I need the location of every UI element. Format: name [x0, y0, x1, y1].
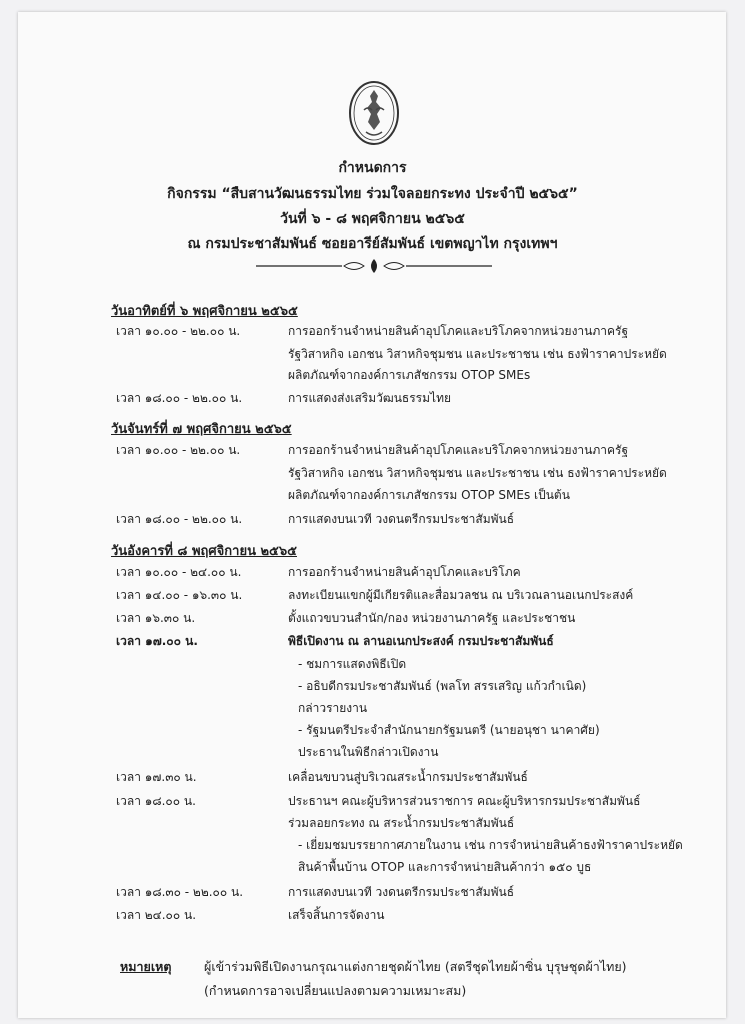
schedule-time: เวลา ๑๗.๓๐ น.: [116, 770, 197, 784]
note-text: ผู้เข้าร่วมพิธีเปิดงานกรุณาแต่งกายชุดผ้าไทย (สตรีชุดไทยผ้าซิ่น บุรุษชุดผ้าไทย): [204, 959, 627, 974]
schedule-activity: พิธีเปิดงาน ณ ลานอเนกประสงค์ กรมประชาสัมพันธ์: [288, 634, 554, 648]
schedule-time: เวลา ๑๖.๓๐ น.: [116, 611, 196, 625]
schedule-activity: เคลื่อนขบวนสู่บริเวณสระน้ำกรมประชาสัมพันธ์: [288, 770, 528, 784]
schedule-subitem: - ชมการแสดงพิธีเปิด: [298, 657, 407, 671]
schedule-activity: ผลิตภัณฑ์จากองค์การเภสัชกรรม OTOP SMEs: [288, 368, 531, 382]
schedule-subitem: สินค้าพื้นบ้าน OTOP และการจำหน่ายสินค้ากว่า ๑๕๐ บูธ: [298, 860, 592, 874]
schedule-time: เวลา ๑๗.๐๐ น.: [116, 634, 198, 648]
document-title: กำหนดการ: [338, 160, 407, 176]
schedule-activity: ร่วมลอยกระทง ณ สระน้ำกรมประชาสัมพันธ์: [288, 816, 515, 830]
note-label: หมายเหตุ: [120, 959, 172, 974]
schedule-activity: การออกร้านจำหน่ายสินค้าอุปโภคและบริโภคจากหน่วยงานภาครัฐ: [288, 443, 629, 457]
schedule-time: เวลา ๑๘.๐๐ - ๒๒.๐๐ น.: [116, 391, 243, 405]
ornament-divider-icon: [256, 257, 492, 275]
schedule-activity: ประธานฯ คณะผู้บริหารส่วนราชการ คณะผู้บริหารกรมประชาสัมพันธ์: [288, 794, 641, 808]
department-emblem-icon: [348, 80, 400, 146]
schedule-time: เวลา ๑๔.๐๐ - ๑๖.๓๐ น.: [116, 588, 243, 602]
day-heading-tuesday: วันอังคารที่ ๘ พฤศจิกายน ๒๕๖๕: [111, 544, 297, 559]
day-heading-monday: วันจันทร์ที่ ๗ พฤศจิกายน ๒๕๖๕: [111, 422, 292, 437]
schedule-activity: การแสดงบนเวที วงดนตรีกรมประชาสัมพันธ์: [288, 512, 515, 526]
schedule-activity: การออกร้านจำหน่ายสินค้าอุปโภคและบริโภคจากหน่วยงานภาครัฐ: [288, 324, 629, 338]
schedule-activity: ตั้งแถวขบวนสำนัก/กอง หน่วยงานภาครัฐ และประชาชน: [288, 611, 576, 625]
schedule-subitem: กล่าวรายงาน: [298, 701, 368, 715]
schedule-activity: การแสดงส่งเสริมวัฒนธรรมไทย: [288, 391, 452, 405]
schedule-activity: ลงทะเบียนแขกผู้มีเกียรติและสื่อมวลชน ณ บริเวณลานอเนกประสงค์: [288, 588, 634, 602]
schedule-activity: รัฐวิสาหกิจ เอกชน วิสาหกิจชุมชน และประชาชน เช่น ธงฟ้าราคาประหยัด: [288, 347, 667, 361]
note-text: (กำหนดการอาจเปลี่ยนแปลงตามความเหมาะสม): [204, 983, 467, 998]
schedule-subitem: - อธิบดีกรมประชาสัมพันธ์ (พลโท สรรเสริญ แก้วกำเนิด): [298, 679, 587, 693]
schedule-time: เวลา ๑๐.๐๐ - ๒๒.๐๐ น.: [116, 324, 241, 338]
event-name: กิจกรรม “สืบสานวัฒนธรรมไทย ร่วมใจลอยกระทง ประจำปี ๒๕๖๕”: [167, 186, 578, 202]
day-heading-sunday: วันอาทิตย์ที่ ๖ พฤศจิกายน ๒๕๖๕: [111, 304, 298, 319]
event-dates: วันที่ ๖ - ๘ พฤศจิกายน ๒๕๖๕: [280, 211, 465, 227]
schedule-activity: รัฐวิสาหกิจ เอกชน วิสาหกิจชุมชน และประชาชน เช่น ธงฟ้าราคาประหยัด: [288, 466, 667, 480]
schedule-time: เวลา ๑๐.๐๐ - ๒๔.๐๐ น.: [116, 565, 242, 579]
schedule-subitem: ประธานในพิธีกล่าวเปิดงาน: [298, 745, 439, 759]
schedule-time: เวลา ๑๘.๐๐ น.: [116, 794, 196, 808]
schedule-time: เวลา ๑๘.๐๐ - ๒๒.๐๐ น.: [116, 512, 243, 526]
schedule-subitem: - เยี่ยมชมบรรยากาศภายในงาน เช่น การจำหน่ายสินค้าธงฟ้าราคาประหยัด: [298, 838, 683, 852]
schedule-activity: ผลิตภัณฑ์จากองค์การเภสัชกรรม OTOP SMEs เป็นต้น: [288, 488, 570, 502]
schedule-subitem: - รัฐมนตรีประจำสำนักนายกรัฐมนตรี (นายอนุชา นาคาศัย): [298, 723, 600, 737]
schedule-activity: การออกร้านจำหน่ายสินค้าอุปโภคและบริโภค: [288, 565, 521, 579]
event-venue: ณ กรมประชาสัมพันธ์ ซอยอารีย์สัมพันธ์ เขตพญาไท กรุงเทพฯ: [187, 236, 558, 252]
schedule-time: เวลา ๑๐.๐๐ - ๒๒.๐๐ น.: [116, 443, 241, 457]
schedule-time: เวลา ๒๔.๐๐ น.: [116, 908, 197, 922]
schedule-activity: การแสดงบนเวที วงดนตรีกรมประชาสัมพันธ์: [288, 885, 515, 899]
schedule-activity: เสร็จสิ้นการจัดงาน: [288, 908, 385, 922]
schedule-time: เวลา ๑๘.๓๐ - ๒๒.๐๐ น.: [116, 885, 244, 899]
